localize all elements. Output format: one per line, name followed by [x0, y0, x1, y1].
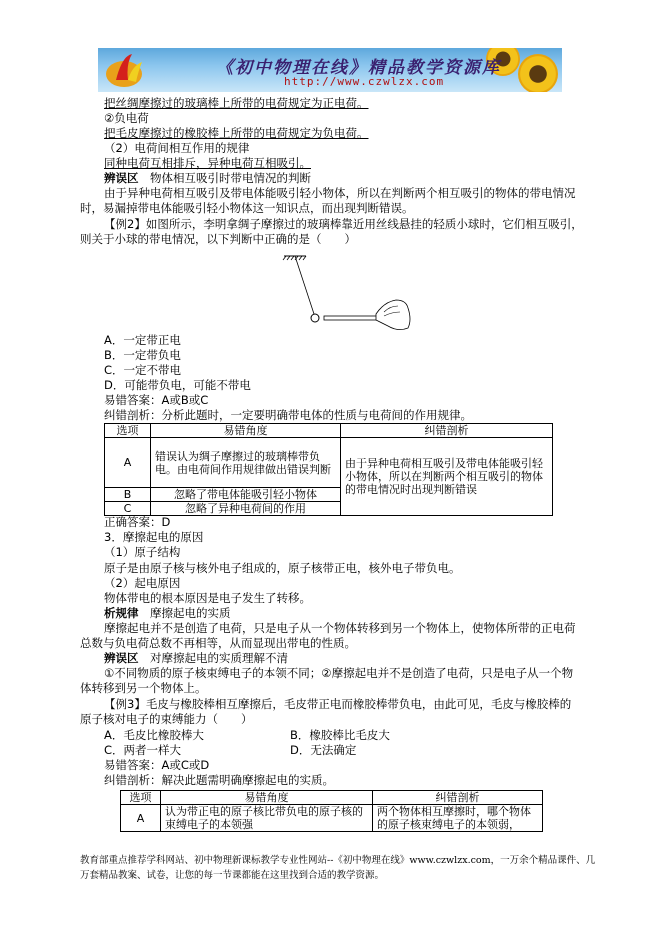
text-line: 物体带电的根本原因是电子发生了转移。 [104, 591, 311, 605]
option-d: D．无法确定 [290, 743, 357, 757]
analysis-line: 纠错剖析：分析此题时，一定要明确带电体的性质与电荷间的作用规律。 [104, 408, 472, 422]
text-line: ②负电荷 [104, 111, 149, 125]
table-cell-angle: 认为带正电的原子核比带负电的原子核的束缚电子的本领强 [161, 805, 373, 832]
banner-title: 《初中物理在线》精品教学资源库 [216, 58, 501, 78]
text-line: 则关于小球的带电情况，以下判断中正确的是（ ） [80, 232, 356, 246]
text-line: （2）电荷间相互作用的规律 [104, 141, 250, 155]
table-cell-option: A [105, 438, 151, 488]
table-cell-option: C [105, 502, 151, 516]
section-heading: 摩擦起电的实质 [150, 606, 231, 620]
text-line: （2）起电原因 [104, 576, 181, 590]
analysis-line: 纠错剖析：解决此题需明确摩擦起电的实质。 [104, 773, 334, 787]
error-table [120, 790, 543, 832]
banner-url[interactable]: http://www.czwlzx.com [284, 75, 445, 88]
text-line: （1）原子结构 [104, 545, 181, 559]
example-figure [280, 248, 420, 338]
section-tag: 析规律 [104, 606, 139, 620]
table-header: 纠错剖析 [341, 424, 553, 438]
error-table [104, 423, 553, 516]
table-cell-analysis: 由于异种电荷相互吸引及带电体能吸引轻小物体，所以在判断两个相互吸引的物体的带电情况时出现判断错误 [341, 438, 553, 516]
option-d: D．可能带负电，可能不带电 [104, 378, 251, 392]
section-heading: 对摩擦起电的实质理解不清 [150, 651, 288, 665]
page-footer: 教育部重点推荐学科网站、初中物理新课标教学专业性网站--《初中物理在线》www.czwlzx.com，一万余个精品课件、几万套精品教案、试卷，让您的每一节课都能在这里找到合适的教学资源。 [80, 855, 596, 881]
text-line: 时，易漏掉带电体能吸引轻小物体这一知识点，而出现判断错误。 [80, 201, 414, 215]
table-header: 易错角度 [161, 791, 373, 805]
table-cell-angle: 错误认为绸子摩擦过的玻璃棒带负电。由电荷间作用规律做出错误判断 [151, 438, 341, 488]
text-line: 把毛皮摩擦过的橡胶棒上所带的电荷规定为负电荷。 [104, 126, 369, 140]
text-line: 体转移到另一个物体上。 [80, 681, 207, 695]
section-tag: 辨误区 [104, 651, 139, 665]
sunflower-icon [518, 54, 558, 92]
text-line: 由于异种电荷相互吸引及带电体能吸引轻小物体，所以在判断两个相互吸引的物体的带电情况 [104, 186, 576, 200]
section-heading: 物体相互吸引时带电情况的判断 [150, 171, 311, 185]
correct-answer: 正确答案：D [104, 515, 171, 529]
section-tag: 辨误区 [104, 171, 139, 185]
text-line: 原子是由原子核与核外电子组成的，原子核带正电，核外电子带负电。 [104, 561, 461, 575]
option-c: C．两者一样大 [104, 743, 182, 757]
text-line: 把丝绸摩擦过的玻璃棒上所带的电荷规定为正电荷。 [104, 96, 369, 110]
wrong-answer: 易错答案：A或B或C [104, 393, 209, 407]
header-banner [98, 48, 562, 92]
wrong-answer: 易错答案：A或C或D [104, 758, 210, 772]
text-line: 同种电荷互相排斥，异种电荷互相吸引。 [104, 156, 311, 170]
table-header: 易错角度 [151, 424, 341, 438]
option-a: A．一定带正电 [104, 333, 181, 347]
table-cell-option: B [105, 488, 151, 502]
text-line: 【例3】毛皮与橡胶棒相互摩擦后，毛皮带正电而橡胶棒带负电，由此可见，毛皮与橡胶棒的 [104, 697, 572, 711]
table-header: 选项 [105, 424, 151, 438]
table-header: 选项 [121, 791, 161, 805]
option-a: A．毛皮比橡胶棒大 [104, 728, 204, 742]
section-heading: 3．摩擦起电的原因 [104, 530, 204, 544]
option-b: B．橡胶棒比毛皮大 [290, 728, 390, 742]
text-line: ①不同物质的原子核束缚电子的本领不同；②摩擦起电并不是创造了电荷，只是电子从一个物 [104, 666, 574, 680]
option-b: B．一定带负电 [104, 348, 181, 362]
table-cell-option: A [121, 805, 161, 832]
table-header: 纠错剖析 [373, 791, 543, 805]
site-logo-icon [102, 50, 154, 90]
table-cell-angle: 忽略了异种电荷间的作用 [151, 502, 341, 516]
table-cell-analysis: 两个物体相互摩擦时，哪个物体的原子核束缚电子的本领弱， [373, 805, 543, 832]
text-line: 总数与负电荷总数不再相等，从而显现出带电的性质。 [80, 636, 356, 650]
text-line: 原子核对电子的束缚能力（ ） [80, 712, 253, 726]
text-line: 摩擦起电并不是创造了电荷，只是电子从一个物体转移到另一个物体上，使物体所带的正电荷 [104, 621, 576, 635]
table-cell-angle: 忽略了带电体能吸引轻小物体 [151, 488, 341, 502]
option-c: C．一定不带电 [104, 363, 182, 377]
text-line: 【例2】如图所示，李明拿绸子摩擦过的玻璃棒靠近用丝线悬挂的轻质小球时，它们相互吸引， [104, 217, 583, 231]
